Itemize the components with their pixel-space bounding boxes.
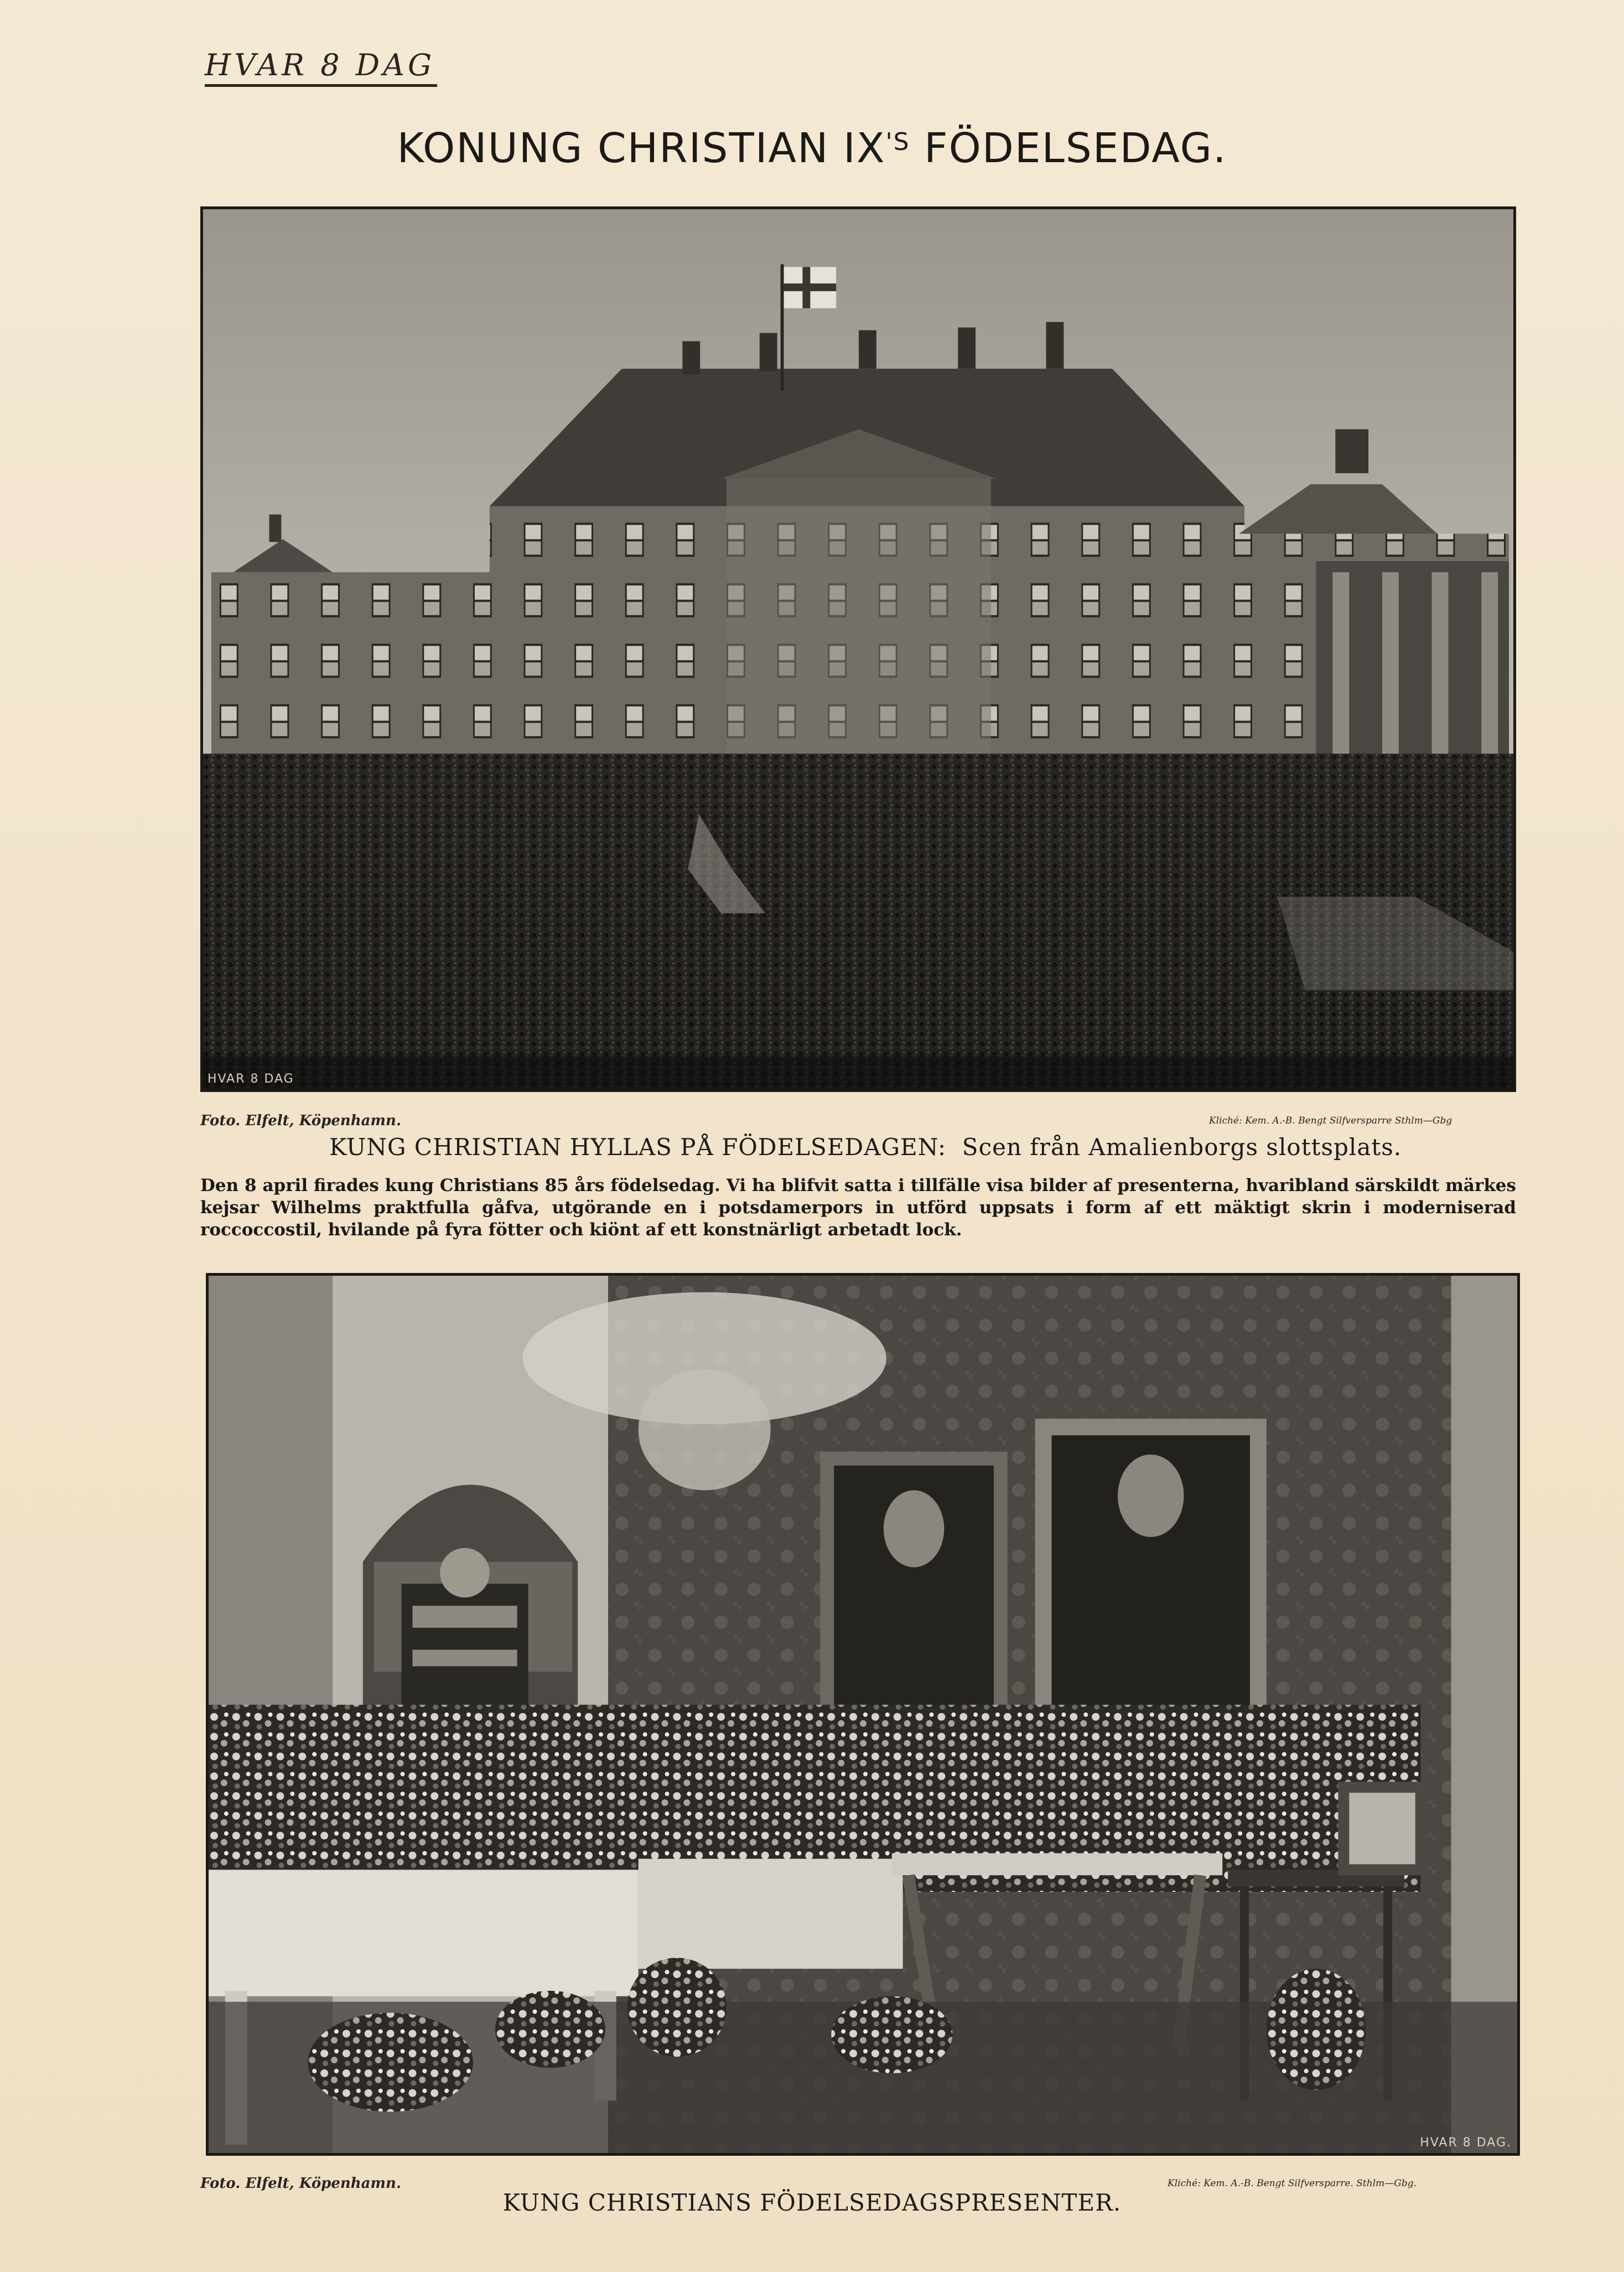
photo2-cliche: Kliché: Kem. A.-B. Bengt Silfversparre. Sthlm—Gbg. [1168, 2178, 1417, 2189]
photo2-credit: Foto. Elfelt, Köpenhamn. [200, 2175, 401, 2192]
photo1-caption-lead: KUNG CHRISTIAN HYLLAS PÅ FÖDELSEDAGEN: [329, 1134, 947, 1161]
title-rest: FÖDELSEDAG. [910, 125, 1227, 172]
photo-birthday-presents [206, 1273, 1520, 2156]
photo-amalienborg-crowd [200, 206, 1516, 1092]
photo1-cliche: Kliché: Kem. A.-B. Bengt Silfversparre Sthlm—Gbg [1209, 1115, 1452, 1126]
title-sup: 'S [885, 128, 910, 156]
article-body: Den 8 april firades kung Christians 85 års födelsedag. Vi ha blifvit satta i tillfälle visa bilder af presenterna, hvaribland särskildt märkes kejsar Wilhelms praktfulla gåfva, utgörande en i potsdamerpors in utförd uppsats i form af ett mäktigt skrin i moderniserad roccoccostil, hvilande på fyra fötter och kiönt af ett konstnärligt arbetadt lock. [200, 1176, 1516, 1240]
masthead: HVAR 8 DAG [205, 48, 435, 82]
photo1-credit: Foto. Elfelt, Köpenhamn. [200, 1112, 401, 1129]
photo1-watermark: HVAR 8 DAG [207, 1072, 294, 1086]
photo2-watermark: HVAR 8 DAG. [1420, 2136, 1512, 2150]
photo1-caption-rest: Scen från Amalienborgs slottsplats. [962, 1134, 1402, 1161]
title-main: KONUNG CHRISTIAN IX [397, 125, 886, 172]
masthead-rule [205, 84, 437, 87]
photo1-caption [329, 1134, 1402, 1161]
page-title [0, 125, 1624, 172]
presents-room-image [209, 1276, 1517, 2153]
palace-crowd-image [203, 209, 1513, 1089]
photo2-caption: KUNG CHRISTIANS FÖDELSEDAGSPRESENTER. [502, 2189, 1122, 2216]
